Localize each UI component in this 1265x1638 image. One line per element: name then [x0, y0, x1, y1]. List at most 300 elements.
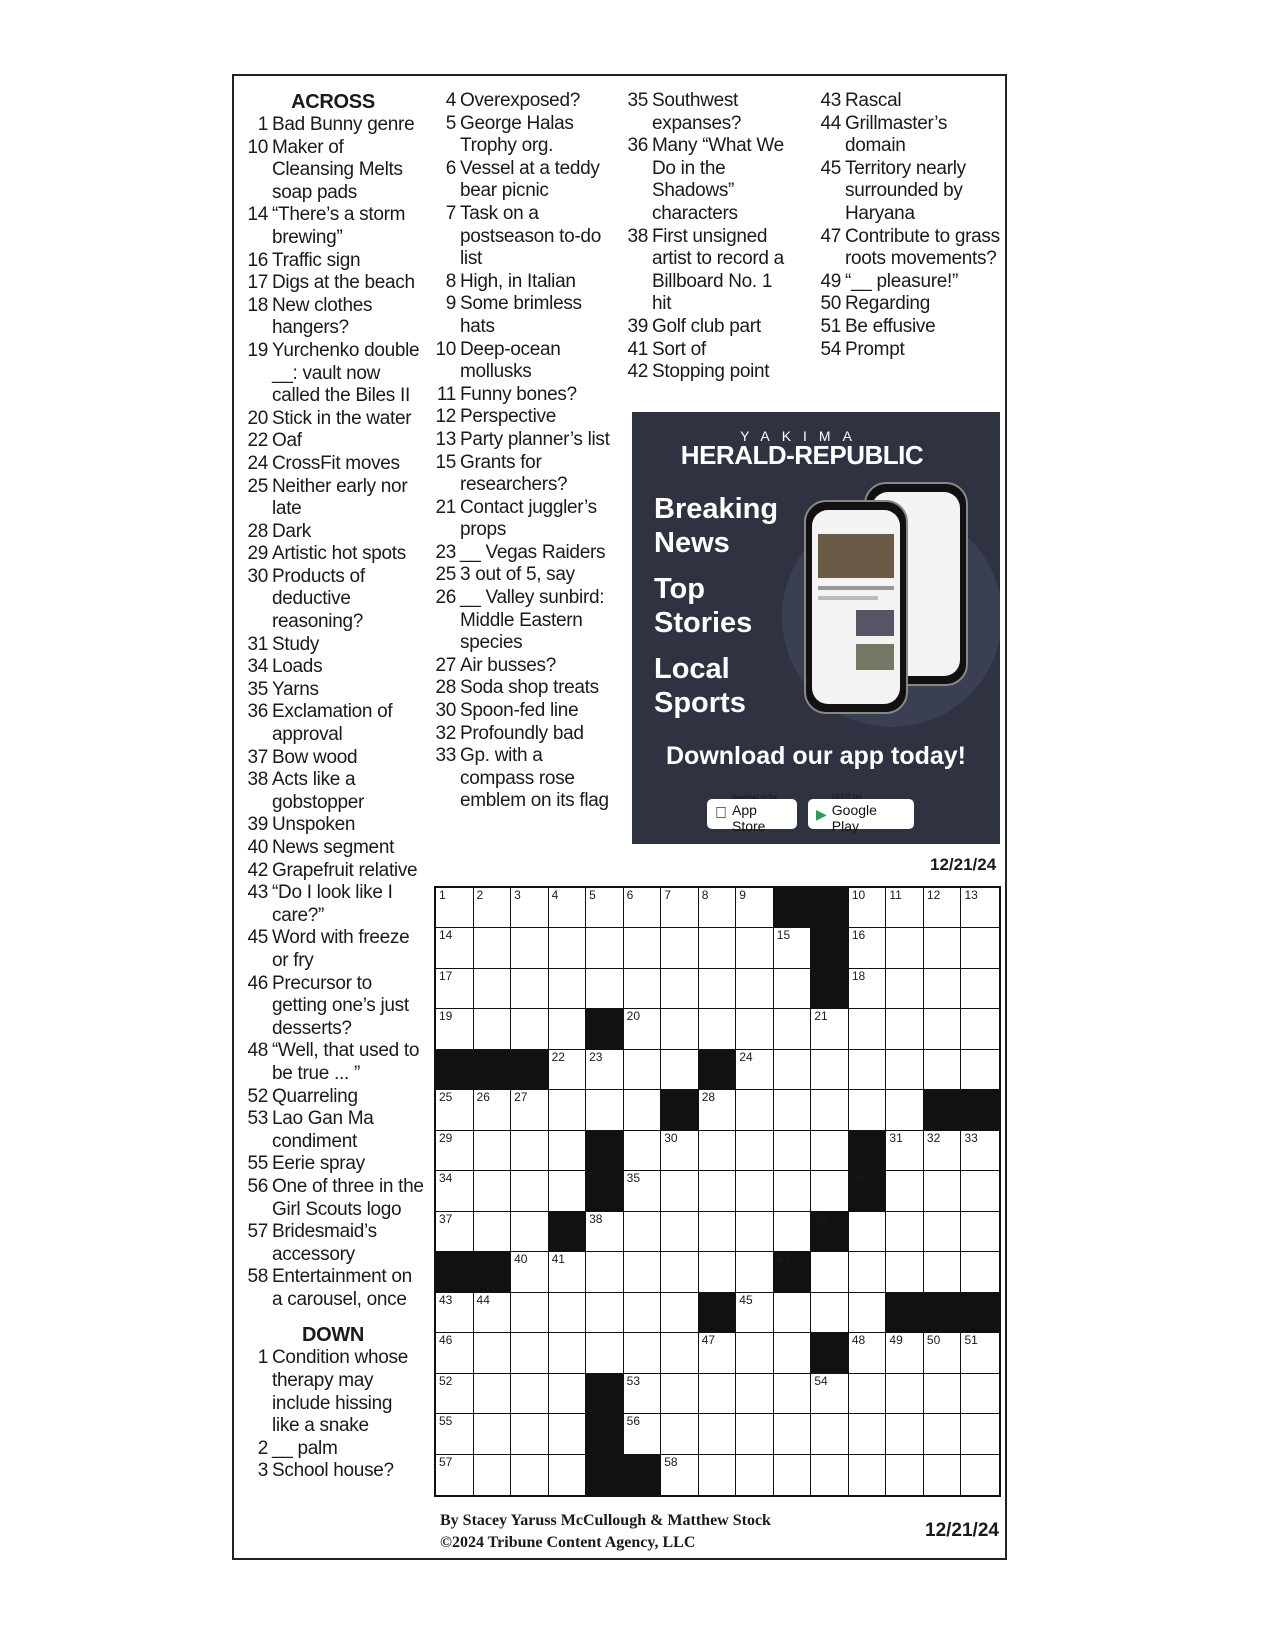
clue-number: 11	[436, 383, 456, 405]
grid-cell[interactable]	[774, 928, 812, 968]
clue-text: Soda shop treats	[460, 677, 599, 699]
grid-cell[interactable]	[661, 1131, 699, 1171]
grid-cell[interactable]	[549, 1455, 587, 1495]
grid-cell[interactable]	[661, 1374, 699, 1414]
grid-cell[interactable]	[661, 1293, 699, 1333]
clue-item	[430, 271, 615, 294]
grid-cell[interactable]	[774, 1090, 812, 1130]
grid-cell[interactable]	[811, 1455, 849, 1495]
grid-cell[interactable]	[699, 1171, 737, 1211]
grid-cell[interactable]	[924, 1414, 962, 1454]
grid-cell[interactable]	[961, 1171, 999, 1211]
grid-cell[interactable]	[661, 1212, 699, 1252]
clue-number: 29	[247, 543, 268, 565]
clue-number: 27	[435, 654, 456, 676]
clue-number: 38	[627, 225, 648, 247]
grid-cell[interactable]	[624, 1333, 662, 1373]
grid-cell[interactable]	[586, 1212, 624, 1252]
clue-number: 2	[257, 1437, 268, 1459]
grid-cell[interactable]	[586, 1333, 624, 1373]
grid-cell[interactable]	[924, 1212, 962, 1252]
google-play-button[interactable]: ▶ GET IT ON Google Play	[808, 799, 914, 829]
grid-cell[interactable]	[661, 1050, 699, 1090]
clue-item	[242, 634, 424, 657]
grid-cell[interactable]	[661, 1455, 699, 1495]
clue-text: Bridesmaid’s accessory	[272, 1221, 377, 1265]
grid-cell[interactable]	[436, 928, 474, 968]
grid-block	[849, 1171, 887, 1211]
grid-cell[interactable]	[549, 928, 587, 968]
grid-cell[interactable]	[886, 1050, 924, 1090]
grid-cell[interactable]	[474, 1293, 512, 1333]
clue-number: 7	[445, 202, 456, 224]
grid-cell[interactable]	[924, 928, 962, 968]
grid-cell[interactable]	[774, 1374, 812, 1414]
grid-cell[interactable]	[549, 1131, 587, 1171]
clue-item	[622, 135, 792, 225]
grid-cell[interactable]	[661, 1414, 699, 1454]
grid-cell[interactable]	[624, 1252, 662, 1292]
grid-cell[interactable]	[586, 969, 624, 1009]
cell-number: 26	[476, 1090, 490, 1105]
clue-text: High, in Italian	[460, 270, 576, 292]
grid-cell[interactable]	[849, 1455, 887, 1495]
grid-cell[interactable]	[511, 1293, 549, 1333]
grid-cell[interactable]	[886, 1212, 924, 1252]
grid-cell[interactable]	[849, 928, 887, 968]
grid-cell[interactable]	[511, 1455, 549, 1495]
grid-cell[interactable]	[886, 1090, 924, 1130]
clue-number: 1	[257, 114, 268, 135]
grid-cell[interactable]	[736, 1455, 774, 1495]
cell-number: 47	[701, 1333, 716, 1348]
copyright: ©2024 Tribune Content Agency, LLC	[440, 1534, 696, 1551]
grid-cell[interactable]	[511, 1414, 549, 1454]
grid-cell[interactable]	[549, 1171, 587, 1211]
grid-cell[interactable]	[924, 888, 962, 928]
grid-cell[interactable]	[774, 1333, 812, 1373]
clue-text: One of three in the Girl Scouts logo	[272, 1175, 424, 1220]
grid-cell[interactable]	[886, 888, 924, 928]
grid-cell[interactable]	[474, 1414, 512, 1454]
cell-number: 43	[439, 1292, 453, 1307]
grid-cell[interactable]	[436, 1171, 474, 1211]
grid-cell[interactable]	[849, 1414, 887, 1454]
cell-number: 39	[814, 1211, 828, 1226]
grid-cell[interactable]	[661, 928, 699, 968]
grid-cell[interactable]	[436, 1374, 474, 1414]
grid-cell[interactable]	[699, 1374, 737, 1414]
grid-cell[interactable]	[586, 928, 624, 968]
grid-cell[interactable]	[811, 1009, 849, 1049]
clue-text: Word with freeze or fry	[272, 927, 410, 971]
cell-number: 17	[439, 968, 453, 983]
grid-cell[interactable]	[549, 1009, 587, 1049]
clue-item	[430, 497, 615, 542]
grid-cell[interactable]	[811, 1131, 849, 1171]
grid-cell[interactable]	[474, 888, 512, 928]
grid-cell[interactable]	[661, 1252, 699, 1292]
clue-text: Traffic sign	[272, 249, 361, 271]
grid-cell[interactable]	[961, 1455, 999, 1495]
clue-item	[242, 272, 424, 295]
clue-number: 49	[820, 270, 841, 292]
grid-cell[interactable]	[811, 1252, 849, 1292]
clue-text: Golf club part	[652, 315, 761, 337]
clue-text: Digs at the beach	[272, 272, 415, 294]
grid-cell[interactable]	[624, 1131, 662, 1171]
grid-cell[interactable]	[774, 1414, 812, 1454]
grid-cell[interactable]	[886, 928, 924, 968]
grid-cell[interactable]	[736, 1374, 774, 1414]
grid-cell[interactable]	[661, 1333, 699, 1373]
clue-item	[622, 316, 792, 339]
grid-cell[interactable]	[736, 1252, 774, 1292]
grid-cell[interactable]	[886, 1009, 924, 1049]
grid-cell[interactable]	[699, 1333, 737, 1373]
clue-text: Yurchenko double __: vault now called the Biles II	[272, 339, 420, 407]
grid-cell[interactable]	[736, 1090, 774, 1130]
clue-item	[242, 1266, 424, 1311]
grid-cell[interactable]	[736, 969, 774, 1009]
grid-cell[interactable]	[849, 1374, 887, 1414]
grid-cell[interactable]	[849, 1212, 887, 1252]
grid-cell[interactable]	[736, 888, 774, 928]
grid-cell[interactable]	[699, 1009, 737, 1049]
grid-block	[774, 888, 812, 928]
grid-cell[interactable]	[924, 1252, 962, 1292]
grid-cell[interactable]	[511, 1212, 549, 1252]
clue-text: Precursor to getting one’s just desserts?	[272, 972, 409, 1039]
clue-number: 36	[627, 135, 648, 157]
cell-number: 36	[851, 1171, 866, 1186]
grid-cell[interactable]	[549, 1414, 587, 1454]
cell-number: 16	[851, 928, 866, 943]
grid-cell[interactable]	[511, 969, 549, 1009]
clue-item	[242, 543, 424, 566]
clue-text: Loads	[272, 656, 323, 678]
grid-cell[interactable]	[924, 969, 962, 1009]
grid-cell[interactable]	[924, 1009, 962, 1049]
grid-cell[interactable]	[474, 1131, 512, 1171]
grid-cell[interactable]	[436, 1293, 474, 1333]
clue-column-1	[242, 90, 424, 1483]
crossword-grid[interactable]	[434, 886, 1001, 1497]
grid-cell[interactable]	[549, 1293, 587, 1333]
grid-cell[interactable]	[511, 1374, 549, 1414]
grid-block	[511, 1050, 549, 1090]
grid-cell[interactable]	[924, 1050, 962, 1090]
grid-cell[interactable]	[886, 1171, 924, 1211]
clue-text: Artistic hot spots	[272, 543, 406, 565]
clue-text: New clothes hangers?	[272, 294, 373, 339]
grid-cell[interactable]	[586, 888, 624, 928]
clue-item	[242, 1108, 424, 1153]
ad-brand-city: YAKIMA	[740, 428, 864, 444]
grid-cell[interactable]	[474, 1090, 512, 1130]
grid-cell[interactable]	[849, 1009, 887, 1049]
grid-cell[interactable]	[436, 1333, 474, 1373]
cell-number: 52	[439, 1373, 453, 1388]
grid-block	[961, 1090, 999, 1130]
grid-cell[interactable]	[736, 1131, 774, 1171]
ad-headline-top-stories: Top Stories	[654, 573, 753, 639]
clue-text: Dark	[272, 520, 311, 542]
cell-number: 28	[701, 1090, 716, 1105]
clue-item	[815, 339, 1000, 362]
grid-cell[interactable]	[849, 1333, 887, 1373]
grid-cell[interactable]	[436, 969, 474, 1009]
grid-cell[interactable]	[511, 1252, 549, 1292]
grid-cell[interactable]	[549, 1374, 587, 1414]
grid-cell[interactable]	[811, 1090, 849, 1130]
clue-number: 52	[247, 1085, 268, 1107]
grid-cell[interactable]	[549, 1050, 587, 1090]
grid-cell[interactable]	[624, 1414, 662, 1454]
grid-cell[interactable]	[736, 1009, 774, 1049]
grid-cell[interactable]	[736, 1333, 774, 1373]
cell-number: 2	[476, 888, 484, 902]
grid-cell[interactable]	[961, 1131, 999, 1171]
grid-cell[interactable]	[886, 1333, 924, 1373]
grid-cell[interactable]	[736, 1414, 774, 1454]
grid-cell[interactable]	[849, 1090, 887, 1130]
grid-cell[interactable]	[624, 1171, 662, 1211]
clue-item	[242, 747, 424, 770]
grid-cell[interactable]	[511, 1333, 549, 1373]
clue-number: 39	[247, 814, 268, 836]
clue-item	[242, 882, 424, 927]
clue-item	[430, 587, 615, 655]
grid-cell[interactable]	[586, 1252, 624, 1292]
grid-cell[interactable]	[774, 1009, 812, 1049]
grid-cell[interactable]	[624, 969, 662, 1009]
cell-number: 11	[889, 888, 902, 902]
grid-cell[interactable]	[736, 1212, 774, 1252]
clue-number: 58	[247, 1266, 268, 1288]
grid-cell[interactable]	[961, 969, 999, 1009]
grid-cell[interactable]	[961, 1414, 999, 1454]
grid-cell[interactable]	[924, 1131, 962, 1171]
grid-cell[interactable]	[549, 1252, 587, 1292]
grid-cell[interactable]	[849, 969, 887, 1009]
cell-number: 24	[739, 1049, 753, 1064]
grid-cell[interactable]	[811, 1171, 849, 1211]
grid-cell[interactable]	[586, 1050, 624, 1090]
grid-cell[interactable]	[549, 1333, 587, 1373]
clue-text: Grapefruit relative	[272, 859, 418, 881]
grid-cell[interactable]	[511, 1009, 549, 1049]
grid-cell[interactable]	[436, 1090, 474, 1130]
grid-cell[interactable]	[624, 1009, 662, 1049]
grid-cell[interactable]	[924, 1374, 962, 1414]
grid-cell[interactable]	[924, 1455, 962, 1495]
grid-cell[interactable]	[849, 1293, 887, 1333]
grid-cell[interactable]	[849, 888, 887, 928]
grid-cell[interactable]	[849, 1050, 887, 1090]
grid-cell[interactable]	[774, 1455, 812, 1495]
clue-item	[815, 90, 1000, 113]
cell-number: 38	[589, 1211, 603, 1226]
clue-item	[430, 723, 615, 746]
grid-cell[interactable]	[624, 928, 662, 968]
grid-cell[interactable]	[886, 1374, 924, 1414]
grid-cell[interactable]	[849, 1252, 887, 1292]
grid-cell[interactable]	[511, 1171, 549, 1211]
clue-number: 50	[820, 293, 841, 315]
grid-cell[interactable]	[549, 969, 587, 1009]
clue-number: 45	[247, 927, 268, 949]
grid-cell[interactable]	[474, 1171, 512, 1211]
grid-cell[interactable]	[736, 1293, 774, 1333]
clue-number: 30	[247, 565, 268, 587]
grid-cell[interactable]	[474, 1009, 512, 1049]
grid-cell[interactable]	[961, 1009, 999, 1049]
grid-cell[interactable]	[549, 888, 587, 928]
grid-block	[811, 969, 849, 1009]
grid-cell[interactable]	[774, 1131, 812, 1171]
grid-cell[interactable]	[699, 1131, 737, 1171]
grid-cell[interactable]	[736, 1171, 774, 1211]
grid-cell[interactable]	[811, 1374, 849, 1414]
clue-number: 1	[257, 1347, 268, 1369]
grid-cell[interactable]	[699, 1414, 737, 1454]
cell-number: 37	[439, 1211, 453, 1226]
grid-cell[interactable]	[474, 1333, 512, 1373]
grid-cell[interactable]	[699, 1455, 737, 1495]
grid-cell[interactable]	[961, 928, 999, 968]
grid-cell[interactable]	[774, 1171, 812, 1211]
clue-text: George Halas Trophy org.	[460, 112, 574, 157]
grid-cell[interactable]	[661, 888, 699, 928]
cell-number: 35	[626, 1171, 641, 1186]
grid-cell[interactable]	[811, 1293, 849, 1333]
cell-number: 53	[626, 1373, 641, 1388]
clue-number: 10	[247, 136, 268, 158]
grid-cell[interactable]	[436, 888, 474, 928]
clue-text: Maker of Cleansing Melts soap pads	[272, 136, 403, 203]
grid-cell[interactable]	[736, 1050, 774, 1090]
grid-cell[interactable]	[699, 969, 737, 1009]
grid-cell[interactable]	[624, 1050, 662, 1090]
clue-text: Perspective	[460, 406, 556, 428]
cell-number: 4	[551, 888, 559, 902]
grid-cell[interactable]	[886, 1252, 924, 1292]
grid-cell[interactable]	[699, 928, 737, 968]
grid-cell[interactable]	[624, 1212, 662, 1252]
grid-cell[interactable]	[774, 1050, 812, 1090]
grid-cell[interactable]	[961, 1252, 999, 1292]
clue-number: 31	[247, 633, 268, 655]
clue-number: 34	[247, 656, 268, 678]
grid-cell[interactable]	[624, 1090, 662, 1130]
clue-number: 37	[247, 746, 268, 768]
clue-text: Condition whose therapy may include hissing like a snake	[272, 1347, 408, 1437]
cell-number: 27	[514, 1090, 528, 1105]
clue-item	[430, 745, 615, 813]
grid-cell[interactable]	[661, 969, 699, 1009]
cell-number: 7	[664, 888, 671, 902]
grid-cell[interactable]	[661, 1171, 699, 1211]
grid-cell[interactable]	[774, 1293, 812, 1333]
grid-block	[774, 1252, 812, 1292]
grid-cell[interactable]	[961, 1212, 999, 1252]
grid-cell[interactable]	[436, 1414, 474, 1454]
app-advertisement[interactable]	[632, 412, 1000, 844]
grid-cell[interactable]	[586, 1293, 624, 1333]
grid-cell[interactable]	[699, 1252, 737, 1292]
grid-cell[interactable]	[924, 1333, 962, 1373]
grid-cell[interactable]	[624, 1293, 662, 1333]
grid-block	[924, 1293, 962, 1333]
grid-cell[interactable]	[924, 1171, 962, 1211]
grid-cell[interactable]	[774, 969, 812, 1009]
clue-number: 40	[247, 837, 268, 858]
grid-cell[interactable]	[436, 1455, 474, 1495]
clue-item	[430, 429, 615, 452]
grid-cell[interactable]	[811, 1050, 849, 1090]
grid-cell[interactable]	[886, 1414, 924, 1454]
app-store-button[interactable]: Download on the App Store	[707, 799, 797, 829]
clue-number: 5	[445, 112, 456, 134]
clue-number: 28	[247, 520, 268, 542]
clue-item	[242, 1438, 424, 1461]
grid-cell[interactable]	[961, 888, 999, 928]
grid-cell[interactable]	[774, 1212, 812, 1252]
clue-item	[242, 814, 424, 837]
grid-cell[interactable]	[699, 888, 737, 928]
grid-cell[interactable]	[661, 1009, 699, 1049]
grid-cell[interactable]	[961, 1374, 999, 1414]
grid-cell[interactable]	[736, 928, 774, 968]
grid-cell[interactable]	[436, 1009, 474, 1049]
grid-cell[interactable]	[474, 1455, 512, 1495]
grid-cell[interactable]	[886, 1455, 924, 1495]
grid-cell[interactable]	[886, 1131, 924, 1171]
grid-cell[interactable]	[511, 1090, 549, 1130]
grid-cell[interactable]	[474, 1212, 512, 1252]
grid-cell[interactable]	[961, 1333, 999, 1373]
grid-cell[interactable]	[474, 969, 512, 1009]
clue-text: First unsigned artist to record a Billboard No. 1 hit	[652, 225, 784, 315]
grid-cell[interactable]	[624, 888, 662, 928]
grid-cell[interactable]	[699, 1212, 737, 1252]
grid-cell[interactable]	[624, 1374, 662, 1414]
grid-cell[interactable]	[474, 928, 512, 968]
clue-text: Rascal	[845, 90, 902, 111]
grid-cell[interactable]	[474, 1374, 512, 1414]
grid-cell[interactable]	[549, 1090, 587, 1130]
grid-cell[interactable]	[811, 1414, 849, 1454]
clue-item	[242, 1040, 424, 1085]
grid-cell[interactable]	[511, 928, 549, 968]
grid-cell[interactable]	[586, 1090, 624, 1130]
clue-number: 13	[435, 428, 456, 450]
grid-cell[interactable]	[699, 1090, 737, 1130]
grid-cell[interactable]	[511, 1131, 549, 1171]
grid-cell[interactable]	[436, 1212, 474, 1252]
clue-number: 39	[627, 315, 648, 337]
clue-number: 44	[820, 112, 841, 134]
clue-item	[430, 90, 615, 113]
cell-number: 31	[889, 1130, 903, 1145]
grid-cell[interactable]	[436, 1131, 474, 1171]
grid-cell[interactable]	[961, 1050, 999, 1090]
grid-cell[interactable]	[511, 888, 549, 928]
clue-item	[242, 137, 424, 205]
clue-text: Grillmaster’s domain	[845, 112, 948, 157]
grid-cell[interactable]	[886, 969, 924, 1009]
